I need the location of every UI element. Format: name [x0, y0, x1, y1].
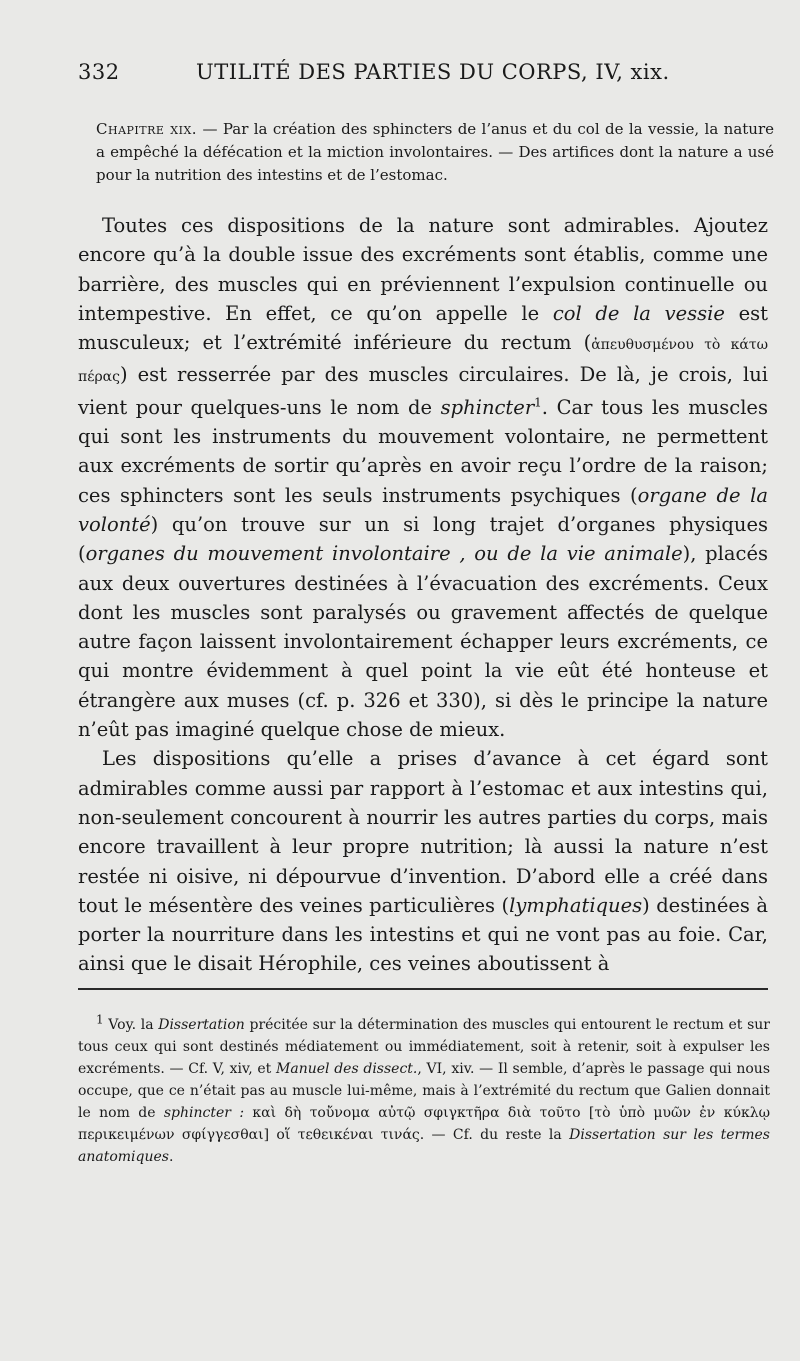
page-number: 332	[78, 60, 120, 84]
paragraph-1: Toutes ces dispositions de la nature sont admirables. Ajoutez encore qu’à la double issue des excréments sont établis, comme une barrière, des muscles qui en préviennent l’expulsion continuelle ou intempestive. En effet, ce qu’on appelle le col de la vessie est musculeux; et l’extrémité inférieure du rectum (ἀπευθυσμένου τὸ κάτω πέρας) est resserrée par des muscles circulaires. De là, je crois, lui vient pour quelques-uns le nom de sphincter$^1$. Car tous les muscles qui sont les instruments du mouvement volontaire, ne permettent aux excréments de sortir qu’après en avoir reçu l’ordre de la raison; ces sphincters sont les seuls instruments psychiques (organe de la volonté) qu’on trouve sur un si long trajet d’organes physiques (organes du mouvement involontaire , ou de la vie animale), placés aux deux ouvertures destinées à l’évacuation des excréments. Ceux dont les muscles sont paralysés ou gravement affectés de quelque autre façon laissent involontairement échapper leurs excréments, ce qui montre évidemment à quel point la vie eût été honteuse et étrangère aux muses (cf. p. 326 et 330), si dès le principe la nature n’eût pas imaginé quelque chose de mieux.	[78, 214, 769, 742]
main-text	[78, 211, 768, 979]
paragraph-2: Les dispositions qu’elle a prises d’avance à cet égard sont admirables comme aussi par rapport à l’estomac et aux intestins qui, non-seulement concourent à nourrir les autres parties du corps, mais encore travaillent à leur propre nutrition; là aussi la nature n’est restée ni oisive, ni dépourvue d’invention. D’abord elle a créé dans tout le mésentère des veines particulières (lymphatiques) destinées à porter la nourriture dans les intestins et qui ne vont pas au foie. Car, ainsi que le disait Hérophile, ces veines aboutissent à	[78, 747, 768, 976]
footnote-reference[interactable]: 1	[534, 395, 542, 410]
greek-quote: ἀπευθυσμένου τὸ κάτω πέρας	[78, 337, 769, 386]
footnotes	[78, 1014, 770, 1168]
greek-citation: καὶ δὴ τοὔνομα αὐτῷ σφιγκτῆρα διὰ τοῦτο [τὸ ὑπὸ μυῶν ἐν κύκλῳ περικειμένων σφίγγεσθαι] οἵ τεθεικέναι τινάς.	[78, 1105, 770, 1143]
running-title: UTILITÉ DES PARTIES DU CORPS, IV, xix.	[196, 60, 670, 84]
footnote-marker: 1	[96, 1012, 104, 1027]
summary-text: — Par la création des sphincters de l’anus et du col de la vessie, la nature a empêché la défécation et la miction involontaires. — Des artifices dont la nature a usé pour la nutrition des intestins et de l’estomac.	[96, 120, 774, 184]
chapter-label: Chapitre xix.	[96, 120, 198, 138]
chapter-summary	[78, 118, 774, 187]
footnote-divider	[78, 988, 768, 990]
footnote-1: $^1$ Voy. la Dissertation précitée sur la détermination des muscles qui entourent le rectum et sur tous ceux qui sont destinés médiatement ou immédiatement, soit à retenir, soit à expulser les excréments. — Cf. V, xiv, et Manuel des dissect., VI, xiv. — Il semble, d’après le passage qui nous occupe, que ce n’était pas au muscle lui-même, mais à l’extrémité du rectum que Galien donnait le nom de sphincter : καὶ δὴ τοὔνομα αὐτῷ σφιγκτῆρα διὰ τοῦτο [τὸ ὑπὸ μυῶν ἐν κύκλῳ περικειμένων σφίγγεσθαι] οἵ τεθεικέναι τινάς. — Cf. du reste la Dissertation sur les termes anatomiques.	[78, 1012, 771, 1165]
